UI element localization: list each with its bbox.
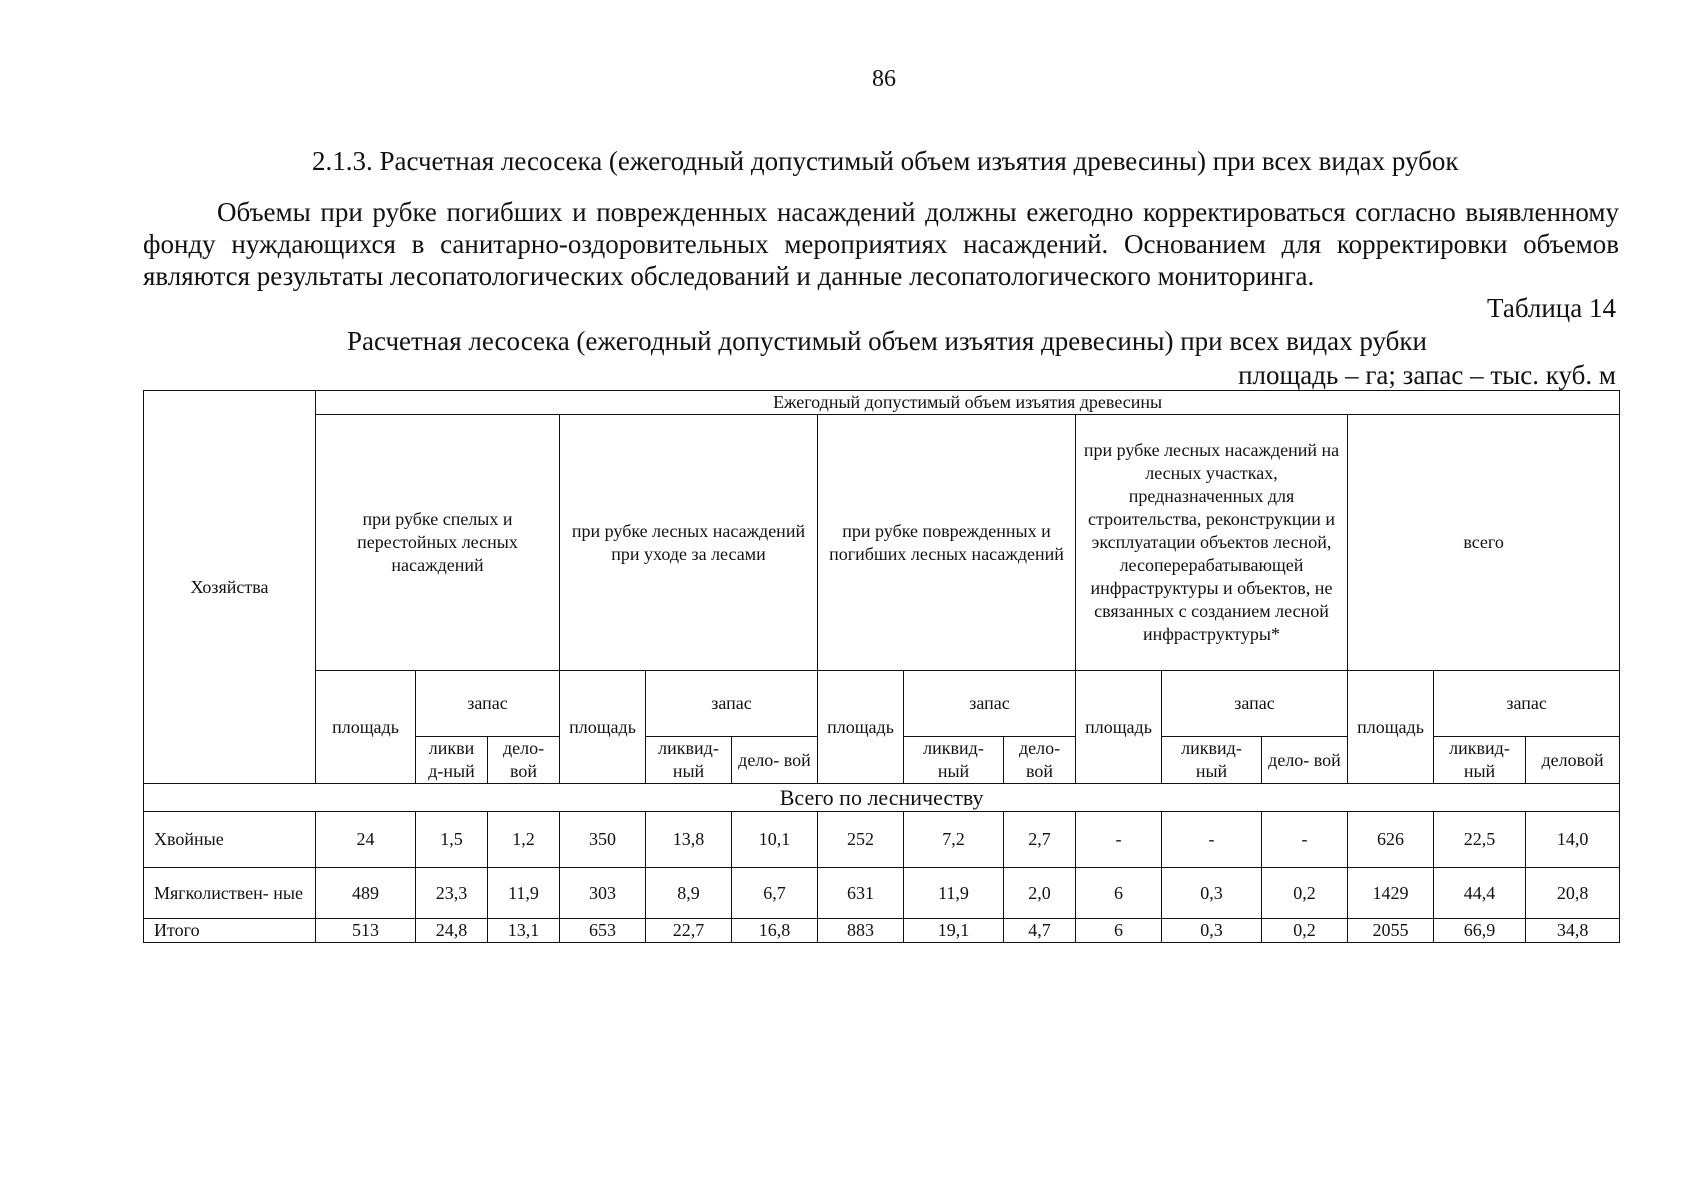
table-cell: 350 [560,812,646,868]
header-area: площадь [316,671,416,784]
page-number: 86 [872,66,896,92]
table-cell: 13,1 [488,919,560,943]
table-cell: 0,3 [1162,868,1262,919]
intro-paragraph [143,196,1619,292]
table-cell: 22,5 [1434,812,1526,868]
header-liquid: ликвид- ный [1162,737,1262,784]
table-cell: 24,8 [416,919,488,943]
table-cell: 0,3 [1162,919,1262,943]
header-stock: запас [1162,671,1348,737]
table-cell: 20,8 [1526,868,1620,919]
table-cell: 6,7 [732,868,818,919]
header-business: дело- вой [1262,737,1348,784]
header-area: площадь [818,671,904,784]
table-cell: - [1262,812,1348,868]
table-cell: - [1076,812,1162,868]
table-cell: 6 [1076,868,1162,919]
header-stock: запас [904,671,1076,737]
table-cell: 2055 [1348,919,1434,943]
table-cell: 303 [560,868,646,919]
header-category: при рубке поврежденных и погибших лесных насаждений [818,415,1076,671]
table-row [144,868,1620,919]
table-row [144,919,1620,943]
table-number: Таблица 14 [1487,293,1616,323]
table-cell: 11,9 [488,868,560,919]
table-title: Расчетная лесосека (ежегодный допустимый объем изъятия древесины) при всех видах рубки [347,326,1427,356]
table-cell: 2,7 [1004,812,1076,868]
table-cell: 0,2 [1262,868,1348,919]
table-cell: 14,0 [1526,812,1620,868]
row-name: Мягколиствен- ные [144,868,316,919]
header-area: площадь [1348,671,1434,784]
table-cell: 4,7 [1004,919,1076,943]
header-liquid: ликвид- ный [904,737,1004,784]
harvest-table [143,390,1620,943]
header-business: деловой [1526,737,1620,784]
table-cell: 0,2 [1262,919,1348,943]
table-cell: 66,9 [1434,919,1526,943]
header-stock: запас [416,671,560,737]
table-cell: 631 [818,868,904,919]
row-name: Хвойные [144,812,316,868]
header-category: при рубке лесных насаждений на лесных участках, предназначенных для строительства, реконструкции и эксплуатации объектов лесной, лесоперерабатывающей инфраструктуры и объектов, не связанных с созданием лесной инфраструктуры* [1076,415,1348,671]
header-liquid: ликвид- ный [1434,737,1526,784]
header-area: площадь [560,671,646,784]
row-name: Итого [144,919,316,943]
table-cell: 44,4 [1434,868,1526,919]
table-cell: 8,9 [646,868,732,919]
header-stock: запас [646,671,818,737]
table-cell: 513 [316,919,416,943]
table-cell: 22,7 [646,919,732,943]
table-cell: 23,3 [416,868,488,919]
table-cell: 7,2 [904,812,1004,868]
header-liquid: ликвид- ный [646,737,732,784]
table-cell: 34,8 [1526,919,1620,943]
header-top: Ежегодный допустимый объем изъятия древесины [316,391,1620,415]
table-cell: 6 [1076,919,1162,943]
header-business: дело- вой [1004,737,1076,784]
table-cell: 1,5 [416,812,488,868]
table-units: площадь – га; запас – тыс. куб. м [1238,360,1616,390]
header-category: всего [1348,415,1620,671]
table-cell: 1,2 [488,812,560,868]
section-heading: 2.1.3. Расчетная лесосека (ежегодный допустимый объем изъятия древесины) при всех видах рубок [312,146,1459,176]
table-cell: 1429 [1348,868,1434,919]
table-cell: 489 [316,868,416,919]
header-liquid: ликви д-ный [416,737,488,784]
table-cell: 24 [316,812,416,868]
table-cell: 252 [818,812,904,868]
header-business: дело- вой [732,737,818,784]
group-label: Всего по лесничеству [144,784,1620,812]
header-khoz: Хозяйства [144,391,316,784]
table-cell: - [1162,812,1262,868]
table-cell: 11,9 [904,868,1004,919]
intro-text: Объемы при рубке погибших и поврежденных насаждений должны ежегодно корректироваться согласно выявленному фонду нуждающихся в санитарно-оздоровительных мероприятиях насаждений. Основанием для корректировки объемов являются результаты лесопатологических обследований и данные лесопатологического мониторинга. [143,197,1619,291]
header-category: при рубке спелых и перестойных лесных насаждений [316,415,560,671]
table-cell: 16,8 [732,919,818,943]
header-stock: запас [1434,671,1620,737]
table-cell: 2,0 [1004,868,1076,919]
table-cell: 626 [1348,812,1434,868]
header-business: дело- вой [488,737,560,784]
header-area: площадь [1076,671,1162,784]
table-cell: 10,1 [732,812,818,868]
table-cell: 653 [560,919,646,943]
table-cell: 19,1 [904,919,1004,943]
table-body [144,812,1620,943]
table-row [144,812,1620,868]
table-cell: 13,8 [646,812,732,868]
header-category: при рубке лесных насаждений при уходе за лесами [560,415,818,671]
table-cell: 883 [818,919,904,943]
